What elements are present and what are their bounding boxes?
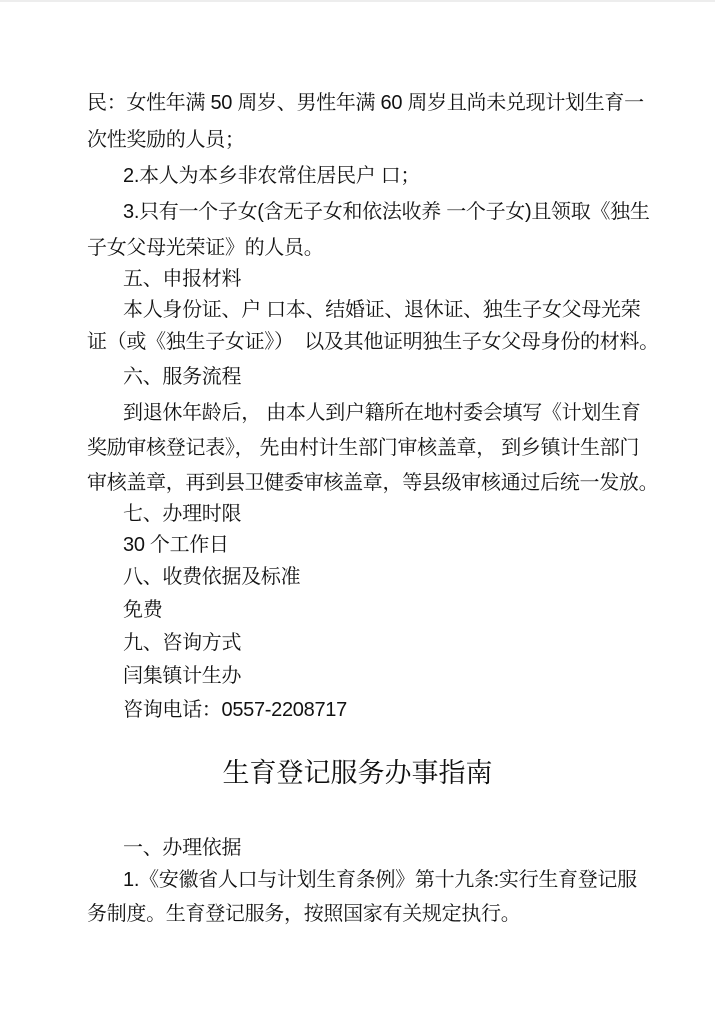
document-title: 生育登记服务办事指南 [222,758,493,788]
text-line: 次性奖励的人员； [87,129,245,151]
text-line: 咨询电话：0557-2208717 [123,699,347,721]
text-line: 免费 [123,599,163,621]
text-line: 六、服务流程 [123,366,242,388]
text-line: 到退休年龄后， 由本人到户籍所在地村委会填写《计划生育 [123,402,641,424]
text-line: 七、办理时限 [123,503,242,525]
text-line: 30 个工作日 [123,534,229,556]
text-line: 1.《安徽省人口与计划生育条例》第十九条:实行生育登记服 [123,869,637,891]
text-line: 本人身份证、户 口本、结婚证、退休证、独生子女父母光荣 [123,299,641,321]
text-line: 九、咨询方式 [123,632,242,654]
text-line: 证（或《独生子女证》） 以及其他证明独生子女父母身份的材料。 [87,331,659,353]
text-line: 2.本人为本乡非农常住居民户 口； [123,165,421,187]
text-line: 子女父母光荣证》的人员。 [87,237,324,259]
text-line: 审核盖章，再到县卫健委审核盖章，等县级审核通过后统一发放。 [87,472,659,494]
text-line: 一、办理依据 [123,837,242,859]
text-line: 3.只有一个子女(含无子女和依法收养 一个子女)且领取《独生 [123,201,650,223]
text-line: 八、收费依据及标准 [123,566,301,588]
text-line: 民：女性年满 50 周岁、男性年满 60 周岁且尚未兑现计划生育一 [87,92,644,114]
text-line: 奖励审核登记表》， 先由村计生部门审核盖章， 到乡镇计生部门 [87,437,640,459]
text-line: 闫集镇计生办 [123,665,242,687]
text-line: 五、申报材料 [123,268,242,290]
text-line: 务制度。生育登记服务，按照国家有关规定执行。 [87,903,521,925]
